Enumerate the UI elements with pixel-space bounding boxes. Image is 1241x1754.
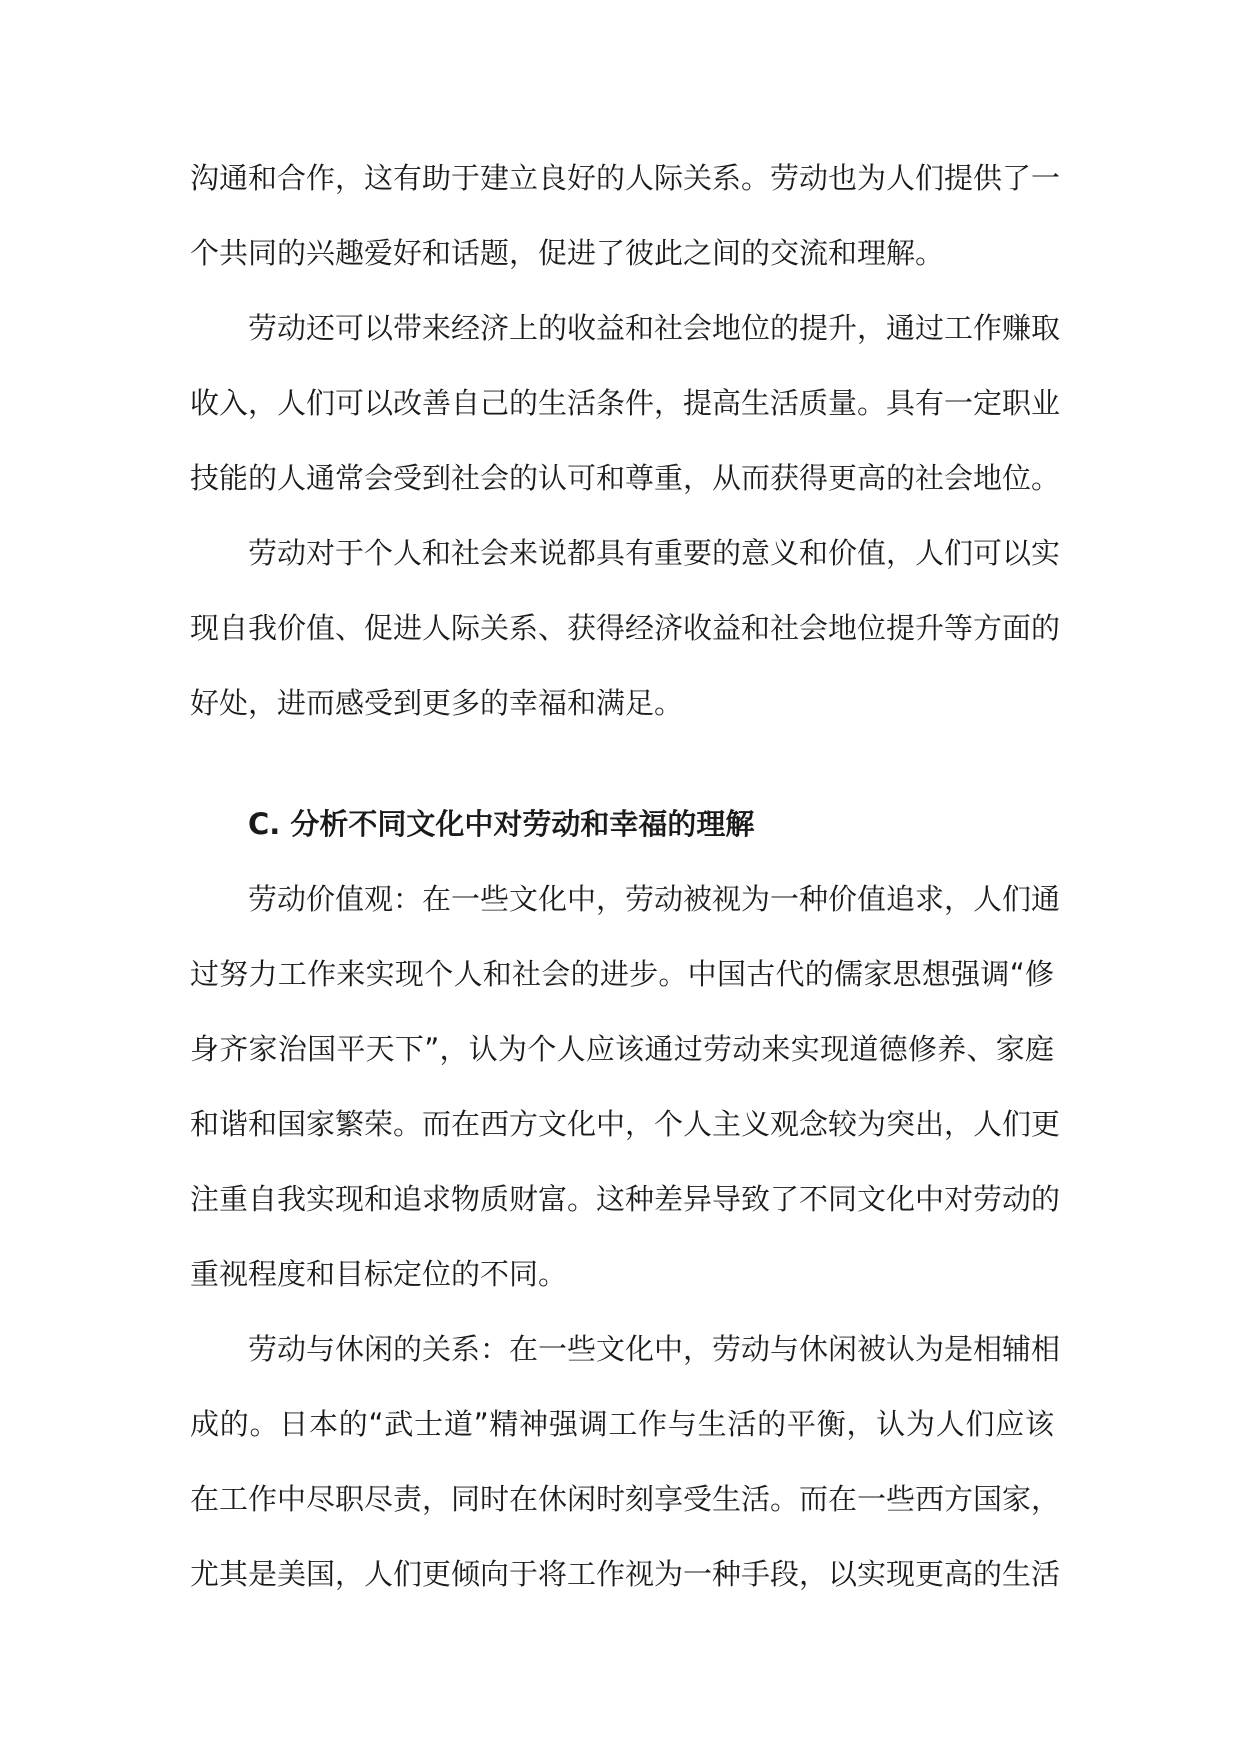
text-line: 和谐和国家繁荣。而在西方文化中，个人主义观念较为突出，人们更 — [190, 1107, 1061, 1141]
text-line: 现自我价值、促进人际关系、获得经济收益和社会地位提升等方面的 — [190, 611, 1061, 645]
paragraph — [190, 291, 1061, 516]
text-line: 劳动价值观：在一些文化中，劳动被视为一种价值追求，人们通 — [248, 882, 1061, 916]
text-line: 成的。日本的“武士道”精神强调工作与生活的平衡，认为人们应该 — [190, 1407, 1054, 1441]
paragraph — [190, 1312, 1061, 1612]
paragraph — [190, 862, 1061, 1312]
text-line: 身齐家治国平天下”，认为个人应该通过劳动来实现道德修养、家庭 — [190, 1032, 1054, 1066]
text-line: 注重自我实现和追求物质财富。这种差异导致了不同文化中对劳动的 — [190, 1182, 1061, 1216]
text-line: 尤其是美国，人们更倾向于将工作视为一种手段，以实现更高的生活 — [190, 1557, 1061, 1591]
text-line: 在工作中尽职尽责，同时在休闲时刻享受生活。而在一些西方国家， — [190, 1482, 1061, 1516]
text-line: 劳动对于个人和社会来说都具有重要的意义和价值，人们可以实 — [248, 536, 1061, 570]
paragraph — [190, 141, 1061, 291]
paragraph — [190, 516, 1061, 741]
text-line: 过努力工作来实现个人和社会的进步。中国古代的儒家思想强调“修 — [190, 957, 1054, 991]
text-line: 劳动还可以带来经济上的收益和社会地位的提升，通过工作赚取 — [248, 311, 1061, 345]
text-line: 技能的人通常会受到社会的认可和尊重，从而获得更高的社会地位。 — [190, 461, 1061, 495]
section-spacer — [190, 741, 1054, 787]
text-line: 收入，人们可以改善自己的生活条件，提高生活质量。具有一定职业 — [190, 386, 1061, 420]
text-line: 劳动与休闲的关系：在一些文化中，劳动与休闲被认为是相辅相 — [248, 1332, 1061, 1366]
section-heading: C. 分析不同文化中对劳动和幸福的理解 — [248, 807, 755, 841]
text-line: 沟通和合作，这有助于建立良好的人际关系。劳动也为人们提供了一 — [190, 161, 1061, 195]
text-line: 个共同的兴趣爱好和话题，促进了彼此之间的交流和理解。 — [190, 236, 945, 270]
text-line: 好处，进而感受到更多的幸福和满足。 — [190, 686, 684, 720]
text-line: 重视程度和目标定位的不同。 — [190, 1257, 568, 1291]
document-body — [190, 141, 1061, 1612]
